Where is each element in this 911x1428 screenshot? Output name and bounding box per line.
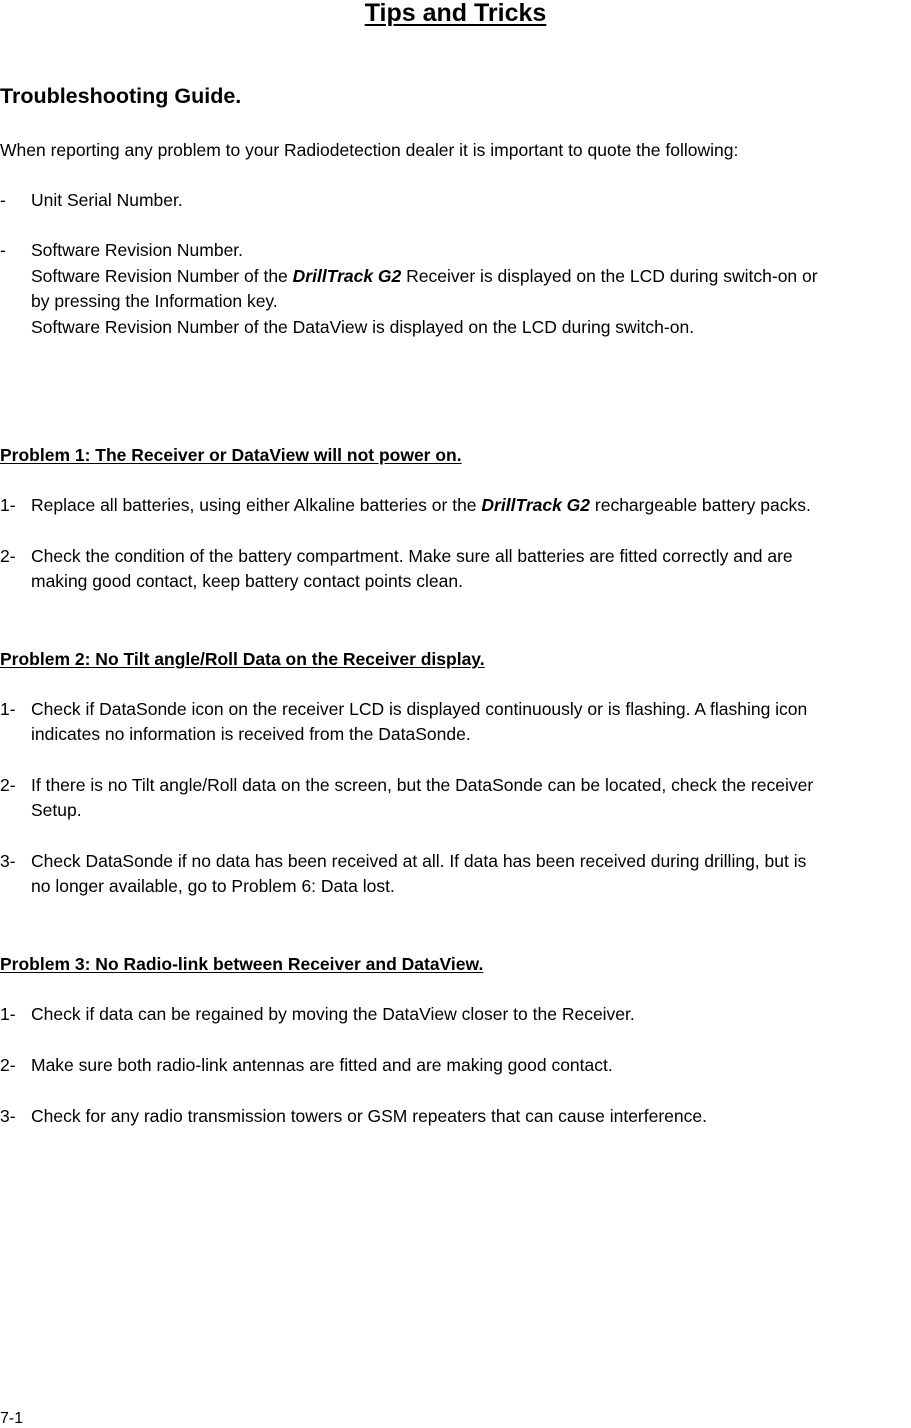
section-title: Troubleshooting Guide.	[0, 84, 242, 108]
step-number: 2-	[0, 546, 16, 566]
problem-3-title: Problem 3: No Radio-link between Receiver and DataView.	[0, 954, 484, 974]
step-text: indicates no information is received from the DataSonde.	[31, 724, 471, 744]
step-number: 2-	[0, 775, 16, 795]
step-number: 1-	[0, 495, 16, 515]
product-name: DrillTrack G2	[292, 266, 402, 286]
intro-paragraph: When reporting any problem to your Radiodetection dealer it is important to quote the following:	[0, 140, 739, 160]
list-item: Software Revision Number.	[31, 240, 244, 260]
step-text: Check if DataSonde icon on the receiver LCD is displayed continuously or is flashing. A flashing icon	[31, 699, 808, 719]
step-number: 1-	[0, 699, 16, 719]
step-text: Check DataSonde if no data has been received at all. If data has been received during drilling, but is	[31, 851, 807, 871]
step-text: Setup.	[31, 800, 82, 820]
list-marker: -	[0, 240, 6, 260]
page-number: 7-1	[0, 1410, 24, 1427]
product-name: DrillTrack G2	[481, 495, 591, 515]
step-text: making good contact, keep battery contact points clean.	[31, 571, 463, 591]
list-item: Unit Serial Number.	[31, 190, 183, 210]
step-text: Replace all batteries, using either Alkaline batteries or the DrillTrack G2 rechargeable battery packs.	[31, 495, 811, 515]
problem-2-title: Problem 2: No Tilt angle/Roll Data on the Receiver display.	[0, 649, 485, 669]
list-item-detail: Software Revision Number of the DataView is displayed on the LCD during switch-on.	[31, 317, 695, 337]
list-item-detail: Software Revision Number of the DrillTrack G2 Receiver is displayed on the LCD during switch-on or	[31, 266, 818, 286]
step-number: 3-	[0, 851, 16, 871]
list-marker: -	[0, 190, 6, 210]
list-item-detail: by pressing the Information key.	[31, 291, 278, 311]
step-text: no longer available, go to Problem 6: Data lost.	[31, 876, 395, 896]
page-title: Tips and Tricks	[364, 0, 547, 27]
step-number: 3-	[0, 1106, 16, 1126]
step-text: Check for any radio transmission towers or GSM repeaters that can cause interference.	[31, 1106, 707, 1126]
step-number: 2-	[0, 1055, 16, 1075]
step-number: 1-	[0, 1004, 16, 1024]
step-text: Check if data can be regained by moving the DataView closer to the Receiver.	[31, 1004, 635, 1024]
step-text: Check the condition of the battery compartment. Make sure all batteries are fitted correctly and are	[31, 546, 793, 566]
problem-1-title: Problem 1: The Receiver or DataView will not power on.	[0, 445, 462, 465]
step-text: If there is no Tilt angle/Roll data on the screen, but the DataSonde can be located, check the receiver	[31, 775, 814, 795]
step-text: Make sure both radio-link antennas are fitted and are making good contact.	[31, 1055, 613, 1075]
